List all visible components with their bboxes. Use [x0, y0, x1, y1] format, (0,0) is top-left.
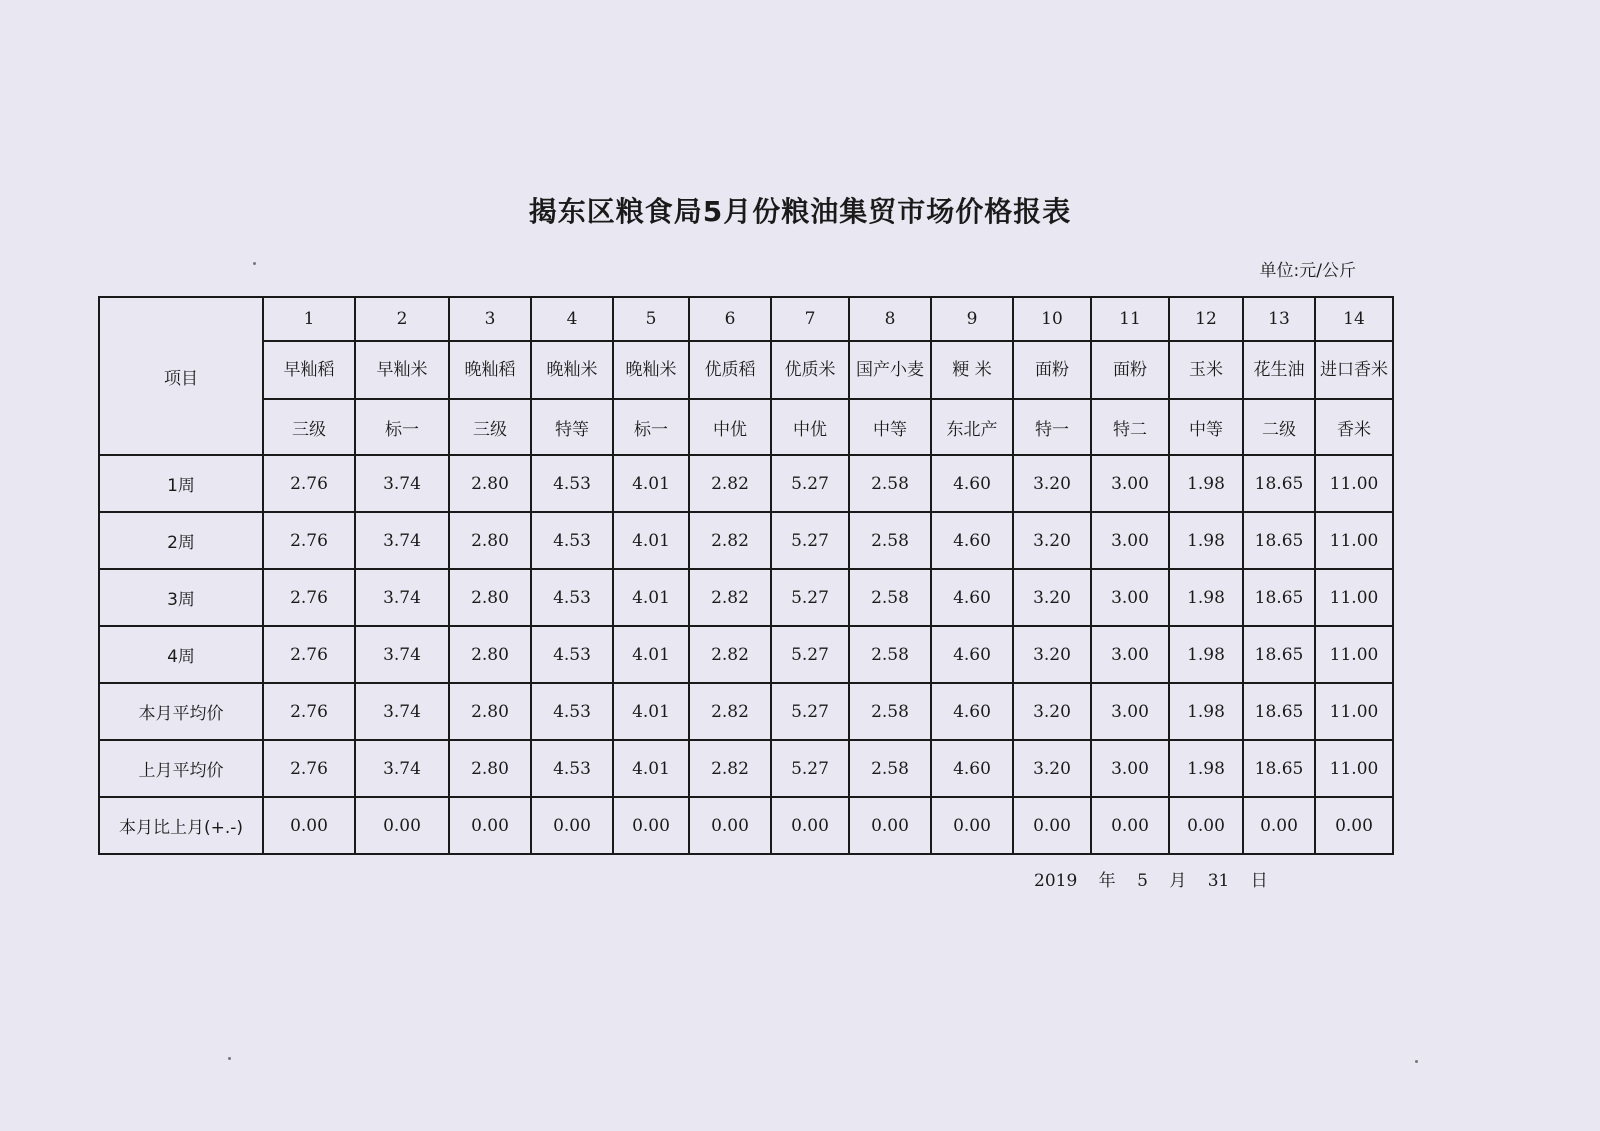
column-product-name: 粳 米 — [931, 341, 1013, 399]
column-product-name: 面粉 — [1013, 341, 1091, 399]
column-grade: 中等 — [1169, 399, 1243, 455]
item-header: 项目 — [99, 297, 263, 455]
column-grade: 中优 — [771, 399, 849, 455]
column-number: 4 — [531, 297, 613, 341]
price-cell: 2.76 — [263, 683, 355, 740]
price-cell: 3.00 — [1091, 626, 1169, 683]
row-label: 4周 — [99, 626, 263, 683]
column-product-name: 早籼米 — [355, 341, 449, 399]
price-cell: 0.00 — [1091, 797, 1169, 854]
column-grade: 二级 — [1243, 399, 1315, 455]
price-cell: 5.27 — [771, 683, 849, 740]
price-cell: 5.27 — [771, 626, 849, 683]
price-cell: 3.74 — [355, 512, 449, 569]
table-row — [99, 797, 1393, 854]
report-date — [1034, 866, 1278, 891]
price-cell: 4.53 — [531, 569, 613, 626]
column-grade: 中优 — [689, 399, 771, 455]
row-label: 1周 — [99, 455, 263, 512]
price-cell: 2.82 — [689, 512, 771, 569]
column-product-name: 晚籼米 — [613, 341, 689, 399]
price-cell: 11.00 — [1315, 626, 1393, 683]
date-day: 31 — [1207, 871, 1230, 891]
column-product-name: 晚籼米 — [531, 341, 613, 399]
price-cell: 3.00 — [1091, 455, 1169, 512]
price-cell: 0.00 — [849, 797, 931, 854]
price-cell: 3.74 — [355, 569, 449, 626]
column-number: 11 — [1091, 297, 1169, 341]
row-label: 2周 — [99, 512, 263, 569]
price-cell: 4.01 — [613, 740, 689, 797]
price-cell: 18.65 — [1243, 626, 1315, 683]
scan-speck — [253, 262, 256, 265]
row-label: 上月平均价 — [99, 740, 263, 797]
price-cell: 11.00 — [1315, 512, 1393, 569]
price-cell: 2.58 — [849, 740, 931, 797]
price-cell: 0.00 — [263, 797, 355, 854]
price-cell: 2.82 — [689, 683, 771, 740]
price-cell: 4.60 — [931, 626, 1013, 683]
column-number: 2 — [355, 297, 449, 341]
price-cell: 4.01 — [613, 512, 689, 569]
price-cell: 0.00 — [1315, 797, 1393, 854]
table-row — [99, 512, 1393, 569]
price-cell: 2.58 — [849, 626, 931, 683]
column-number: 8 — [849, 297, 931, 341]
price-cell: 3.20 — [1013, 455, 1091, 512]
price-cell: 3.00 — [1091, 740, 1169, 797]
date-year-label: 年 — [1098, 871, 1116, 891]
price-cell: 0.00 — [1013, 797, 1091, 854]
column-product-name: 晚籼稻 — [449, 341, 531, 399]
column-number: 13 — [1243, 297, 1315, 341]
column-grade: 标一 — [355, 399, 449, 455]
column-product-name: 玉米 — [1169, 341, 1243, 399]
column-number: 1 — [263, 297, 355, 341]
price-cell: 18.65 — [1243, 569, 1315, 626]
price-cell: 3.20 — [1013, 512, 1091, 569]
price-cell: 0.00 — [531, 797, 613, 854]
header-number-row — [99, 297, 1393, 341]
price-cell: 0.00 — [1243, 797, 1315, 854]
price-cell: 18.65 — [1243, 455, 1315, 512]
price-cell: 18.65 — [1243, 683, 1315, 740]
price-cell: 18.65 — [1243, 512, 1315, 569]
unit-label: 单位:元/公斤 — [1259, 261, 1356, 281]
column-grade: 标一 — [613, 399, 689, 455]
price-cell: 1.98 — [1169, 683, 1243, 740]
price-cell: 3.74 — [355, 683, 449, 740]
column-number: 6 — [689, 297, 771, 341]
column-number: 9 — [931, 297, 1013, 341]
date-month: 5 — [1137, 871, 1148, 891]
column-grade: 香米 — [1315, 399, 1393, 455]
price-cell: 3.74 — [355, 740, 449, 797]
price-cell: 5.27 — [771, 455, 849, 512]
price-cell: 4.53 — [531, 626, 613, 683]
price-cell: 0.00 — [449, 797, 531, 854]
price-cell: 11.00 — [1315, 569, 1393, 626]
column-grade: 三级 — [449, 399, 531, 455]
header-grade-row — [99, 399, 1393, 455]
price-cell: 1.98 — [1169, 512, 1243, 569]
price-cell: 2.82 — [689, 569, 771, 626]
report-title: 揭东区粮食局5月份粮油集贸市场价格报表 — [528, 195, 1072, 228]
price-cell: 4.01 — [613, 569, 689, 626]
price-cell: 0.00 — [613, 797, 689, 854]
price-cell: 2.82 — [689, 740, 771, 797]
price-table — [98, 296, 1394, 855]
table-row — [99, 683, 1393, 740]
scan-speck — [1415, 1060, 1418, 1063]
column-product-name: 花生油 — [1243, 341, 1315, 399]
date-year: 2019 — [1034, 871, 1078, 891]
price-cell: 0.00 — [771, 797, 849, 854]
price-cell: 1.98 — [1169, 569, 1243, 626]
price-cell: 2.76 — [263, 740, 355, 797]
column-number: 14 — [1315, 297, 1393, 341]
price-cell: 4.01 — [613, 683, 689, 740]
price-cell: 3.20 — [1013, 740, 1091, 797]
price-cell: 3.20 — [1013, 626, 1091, 683]
table-row — [99, 455, 1393, 512]
price-cell: 2.82 — [689, 626, 771, 683]
date-month-label: 月 — [1169, 871, 1187, 891]
column-number: 5 — [613, 297, 689, 341]
price-cell: 11.00 — [1315, 683, 1393, 740]
scan-speck — [228, 1057, 231, 1060]
price-cell: 2.76 — [263, 512, 355, 569]
price-cell: 5.27 — [771, 740, 849, 797]
price-cell: 0.00 — [355, 797, 449, 854]
price-cell: 2.76 — [263, 626, 355, 683]
column-product-name: 早籼稻 — [263, 341, 355, 399]
price-cell: 4.60 — [931, 683, 1013, 740]
price-cell: 1.98 — [1169, 740, 1243, 797]
column-product-name: 优质米 — [771, 341, 849, 399]
column-number: 7 — [771, 297, 849, 341]
price-cell: 2.80 — [449, 683, 531, 740]
column-product-name: 优质稻 — [689, 341, 771, 399]
price-cell: 3.00 — [1091, 512, 1169, 569]
column-product-name: 面粉 — [1091, 341, 1169, 399]
price-cell: 4.53 — [531, 455, 613, 512]
price-cell: 2.76 — [263, 455, 355, 512]
price-cell: 4.60 — [931, 512, 1013, 569]
price-cell: 4.60 — [931, 455, 1013, 512]
price-cell: 1.98 — [1169, 626, 1243, 683]
price-cell: 1.98 — [1169, 455, 1243, 512]
column-grade: 特一 — [1013, 399, 1091, 455]
price-cell: 2.80 — [449, 626, 531, 683]
price-cell: 11.00 — [1315, 740, 1393, 797]
price-cell: 3.20 — [1013, 683, 1091, 740]
price-cell: 4.01 — [613, 455, 689, 512]
row-label: 本月比上月(+.-) — [99, 797, 263, 854]
row-label: 本月平均价 — [99, 683, 263, 740]
date-day-label: 日 — [1250, 871, 1268, 891]
row-label: 3周 — [99, 569, 263, 626]
column-grade: 特等 — [531, 399, 613, 455]
price-cell: 0.00 — [689, 797, 771, 854]
price-cell: 4.01 — [613, 626, 689, 683]
price-cell: 2.58 — [849, 512, 931, 569]
price-cell: 3.00 — [1091, 683, 1169, 740]
column-grade: 东北产 — [931, 399, 1013, 455]
price-cell: 2.58 — [849, 683, 931, 740]
price-cell: 4.60 — [931, 569, 1013, 626]
column-number: 10 — [1013, 297, 1091, 341]
price-cell: 2.80 — [449, 569, 531, 626]
price-cell: 5.27 — [771, 512, 849, 569]
price-cell: 4.60 — [931, 740, 1013, 797]
column-grade: 中等 — [849, 399, 931, 455]
price-cell: 2.80 — [449, 512, 531, 569]
price-cell: 4.53 — [531, 512, 613, 569]
price-cell: 3.74 — [355, 626, 449, 683]
price-cell: 4.53 — [531, 740, 613, 797]
price-cell: 4.53 — [531, 683, 613, 740]
table-row — [99, 569, 1393, 626]
column-product-name: 进口香米 — [1315, 341, 1393, 399]
price-cell: 18.65 — [1243, 740, 1315, 797]
column-number: 3 — [449, 297, 531, 341]
price-cell: 2.58 — [849, 569, 931, 626]
price-cell: 3.20 — [1013, 569, 1091, 626]
table-row — [99, 626, 1393, 683]
price-cell: 2.80 — [449, 455, 531, 512]
price-cell: 0.00 — [1169, 797, 1243, 854]
table-row — [99, 740, 1393, 797]
price-cell: 0.00 — [931, 797, 1013, 854]
price-cell: 5.27 — [771, 569, 849, 626]
column-number: 12 — [1169, 297, 1243, 341]
price-cell: 2.76 — [263, 569, 355, 626]
price-cell: 2.82 — [689, 455, 771, 512]
column-grade: 三级 — [263, 399, 355, 455]
price-cell: 11.00 — [1315, 455, 1393, 512]
column-product-name: 国产小麦 — [849, 341, 931, 399]
price-cell: 2.58 — [849, 455, 931, 512]
price-cell: 3.00 — [1091, 569, 1169, 626]
header-name-row — [99, 341, 1393, 399]
column-grade: 特二 — [1091, 399, 1169, 455]
price-cell: 3.74 — [355, 455, 449, 512]
price-cell: 2.80 — [449, 740, 531, 797]
